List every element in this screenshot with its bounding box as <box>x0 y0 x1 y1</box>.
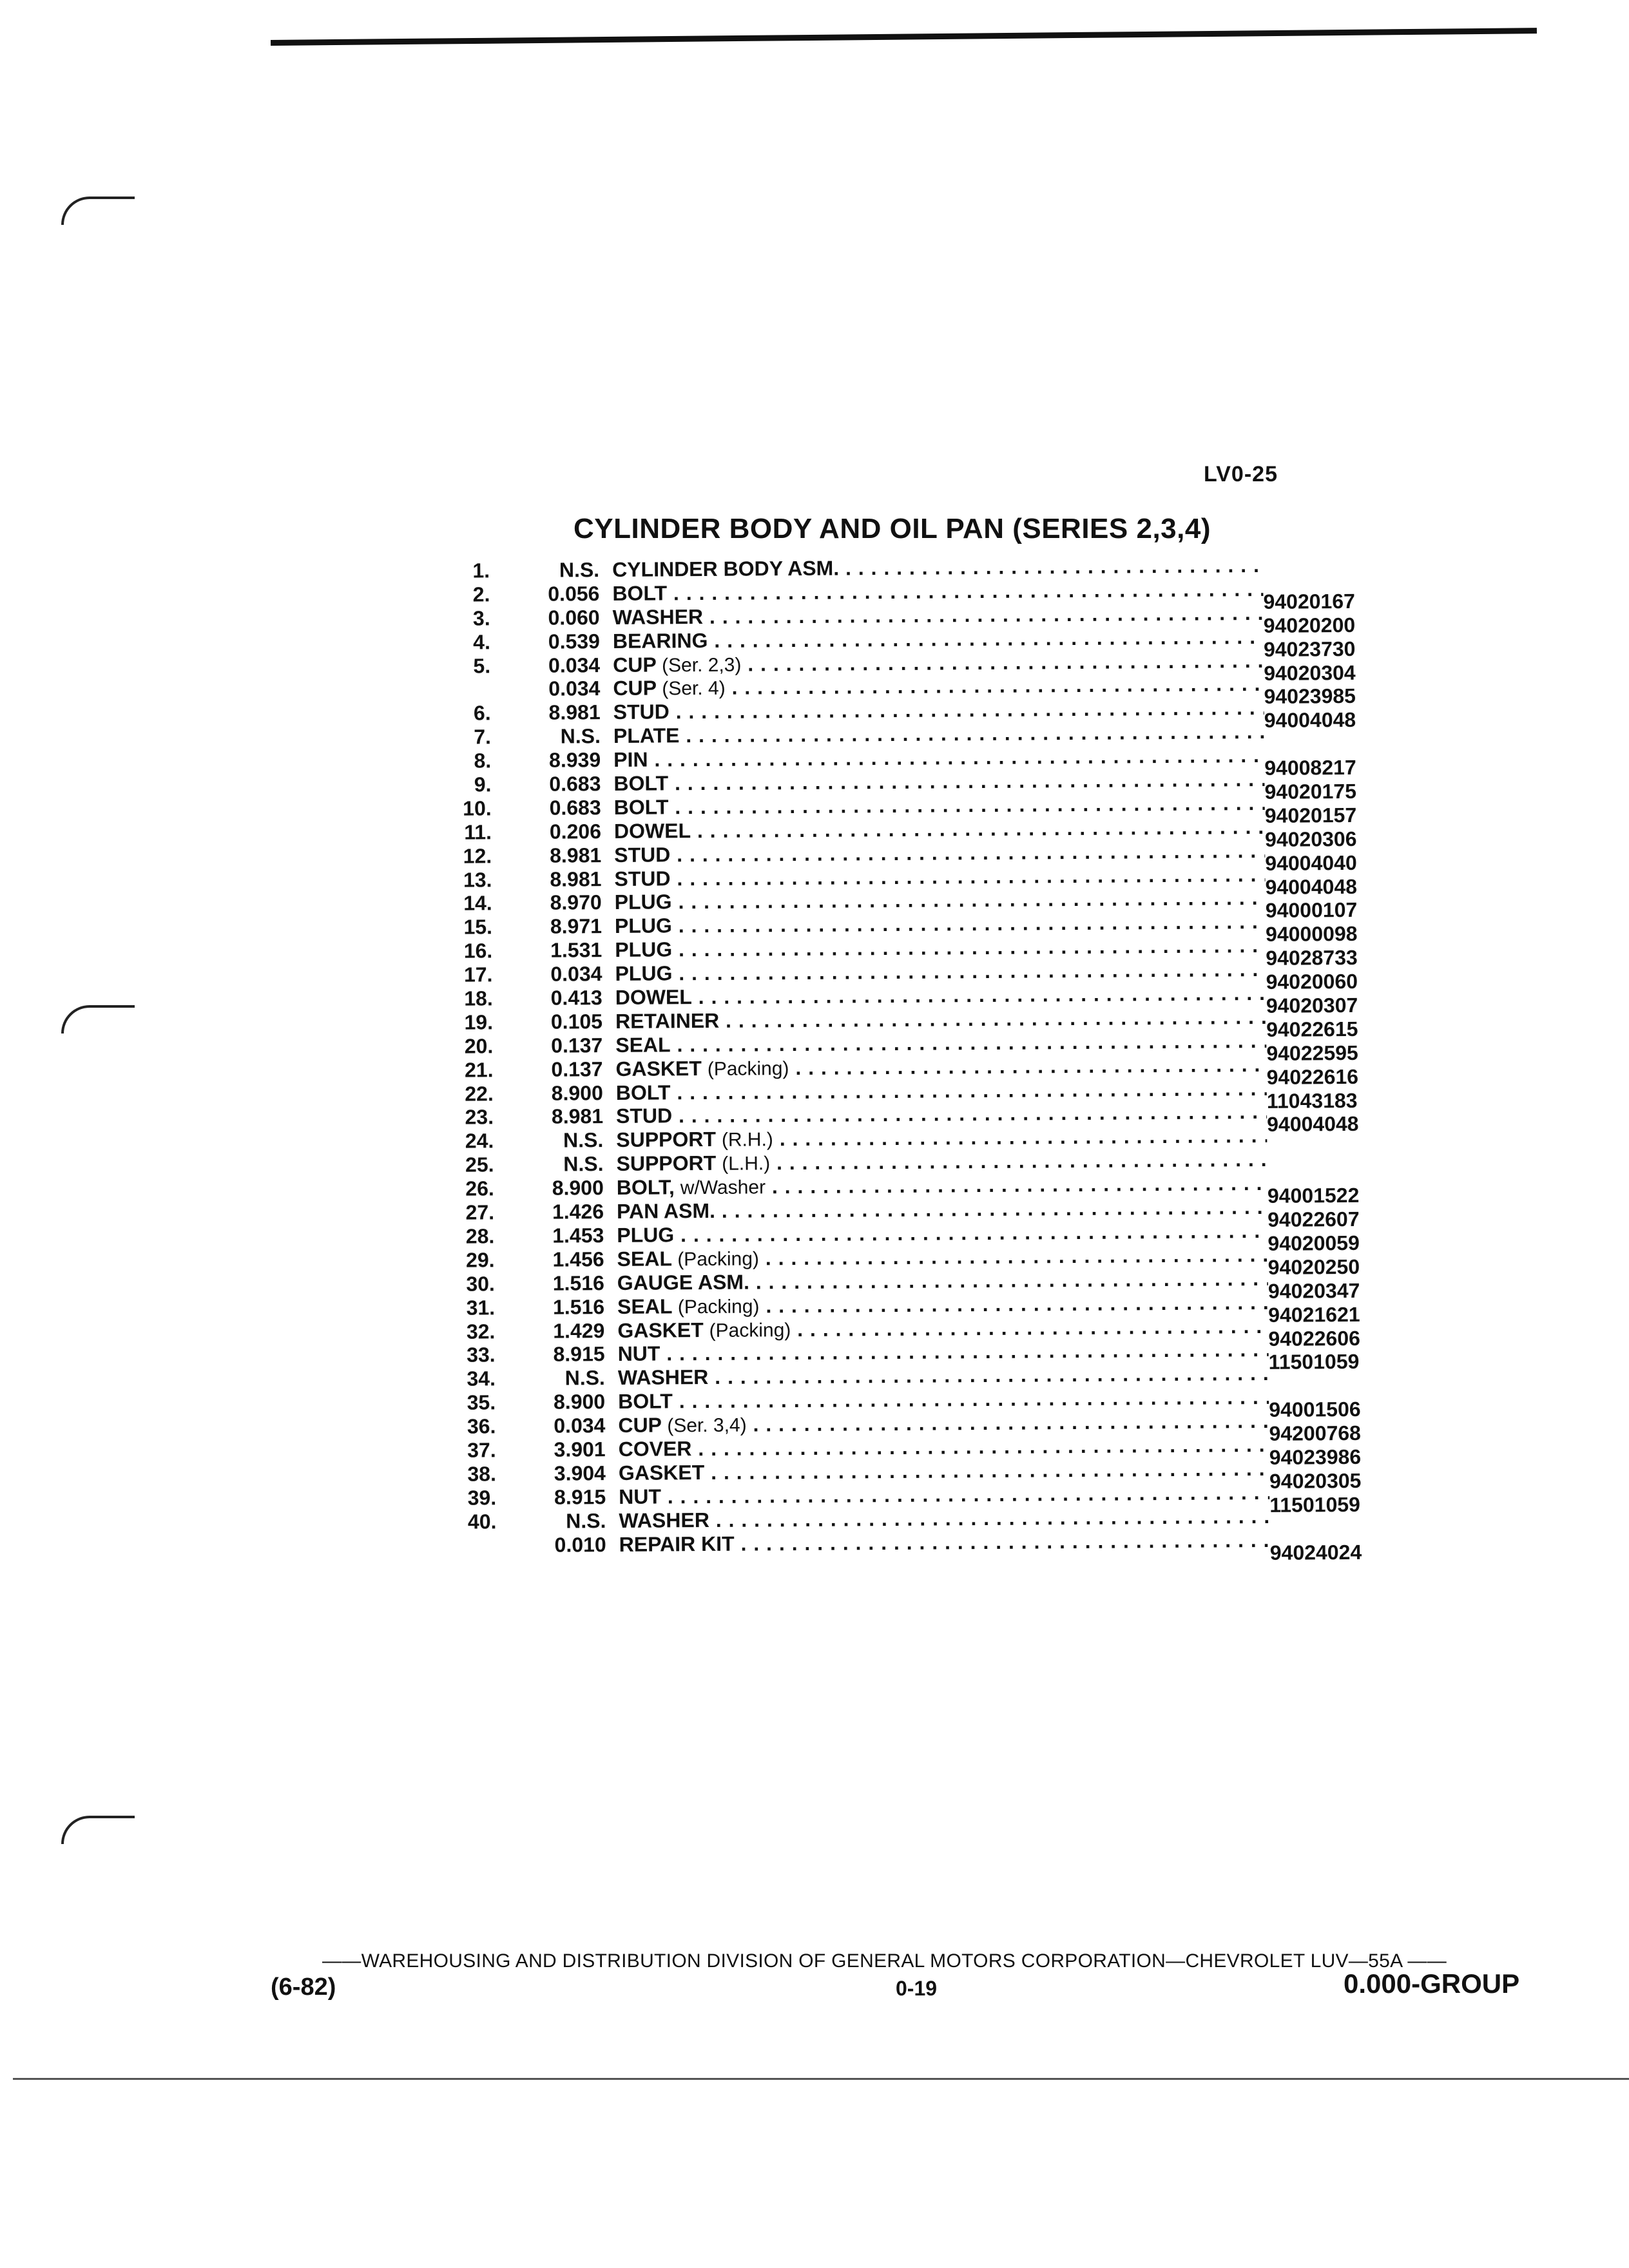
item-number: 28. <box>465 1224 495 1248</box>
part-number: 94021621 <box>1268 1302 1360 1327</box>
part-description <box>619 1528 1270 1556</box>
part-name: STUD <box>614 843 671 867</box>
group-code: 0.105 <box>550 1010 603 1033</box>
group-code: 0.034 <box>548 677 601 701</box>
group-code: 8.900 <box>553 1390 606 1414</box>
item-number: 3. <box>472 606 490 630</box>
part-number: 11501059 <box>1268 1350 1360 1374</box>
group-code: 3.904 <box>554 1461 606 1485</box>
part-number: 94008217 <box>1264 756 1356 780</box>
footer-group: 0.000-GROUP <box>1344 1968 1520 1999</box>
part-number: 94004048 <box>1264 708 1356 733</box>
part-name: GASKET <box>617 1318 704 1342</box>
part-name: DOWEL <box>613 818 691 843</box>
group-code: 8.971 <box>550 914 602 939</box>
item-number: 21. <box>464 1057 494 1082</box>
part-name: GAUGE ASM. <box>617 1270 750 1294</box>
group-code: 8.915 <box>554 1485 606 1509</box>
group-code: 3.901 <box>554 1437 606 1461</box>
item-number: 17. <box>463 963 493 986</box>
part-note: (Ser. 4) <box>662 678 726 700</box>
part-name: BOLT <box>618 1389 673 1414</box>
part-note: (R.H.) <box>721 1129 773 1151</box>
item-number: 7. <box>474 725 492 749</box>
item-number: 25. <box>465 1153 494 1177</box>
group-code: 0.034 <box>554 1414 606 1437</box>
item-number: 37. <box>467 1438 496 1462</box>
group-code: N.S. <box>559 558 600 582</box>
page-title: CYLINDER BODY AND OIL PAN (SERIES 2,3,4) <box>574 513 1211 544</box>
part-name: BOLT, <box>616 1175 675 1200</box>
part-number: 94020175 <box>1264 779 1357 803</box>
part-name: SUPPORT <box>616 1151 717 1176</box>
item-number: 8. <box>474 749 492 773</box>
group-code: 8.981 <box>551 1104 604 1129</box>
part-number <box>1263 565 1398 566</box>
item-number: 19. <box>464 1010 494 1034</box>
part-name: BOLT <box>613 795 669 819</box>
part-name: COVER <box>618 1437 692 1461</box>
part-name: WASHER <box>617 1365 709 1390</box>
item-number: 40. <box>467 1509 497 1533</box>
part-note: (Packing) <box>677 1248 760 1271</box>
item-number: 14. <box>463 891 492 916</box>
part-number <box>1267 1136 1402 1137</box>
part-number: 94022606 <box>1268 1326 1360 1350</box>
part-name: SEAL <box>617 1247 672 1271</box>
part-number: 94000107 <box>1265 898 1358 923</box>
part-number: 94028733 <box>1266 946 1358 970</box>
part-number <box>1264 732 1400 733</box>
group-code: 1.531 <box>550 938 602 962</box>
part-name: PLUG <box>614 890 672 914</box>
part-number: 94200768 <box>1269 1421 1362 1445</box>
group-code: 1.453 <box>552 1224 604 1247</box>
footer-publisher-line: ——WAREHOUSING AND DISTRIBUTION DIVISION OF GENERAL MOTORS CORPORATION—CHEVROLET LUV—55A —— <box>322 1950 1447 1972</box>
footer-date: (6-82) <box>271 1974 336 2001</box>
item-number: 2. <box>472 582 490 606</box>
group-code: 0.683 <box>549 796 601 820</box>
item-number: 22. <box>465 1081 494 1106</box>
part-name: STUD <box>614 866 671 890</box>
group-code: 0.206 <box>549 819 602 843</box>
part-name: BOLT <box>612 581 668 605</box>
item-number: 33. <box>467 1343 496 1367</box>
part-number: 94020060 <box>1266 970 1358 994</box>
part-name: PLUG <box>615 961 673 986</box>
group-code: 1.426 <box>552 1200 604 1224</box>
item-number: 23. <box>465 1105 494 1129</box>
part-name: REPAIR KIT <box>619 1532 735 1556</box>
part-number: 94022607 <box>1268 1207 1360 1231</box>
part-number: 94022616 <box>1266 1064 1359 1089</box>
item-number: 10. <box>463 796 492 820</box>
part-number: 94001506 <box>1269 1398 1361 1422</box>
part-number: 94004048 <box>1267 1112 1359 1137</box>
part-name: PIN <box>613 747 648 772</box>
group-code: 0.539 <box>548 629 601 653</box>
group-code: 8.900 <box>551 1081 603 1105</box>
part-name: NUT <box>617 1341 660 1366</box>
part-number: 94023730 <box>1263 637 1356 661</box>
group-code: 0.010 <box>554 1532 606 1557</box>
item-number: 1. <box>472 559 490 582</box>
part-number: 94020304 <box>1264 660 1356 685</box>
part-note: (L.H.) <box>722 1153 771 1175</box>
part-name: RETAINER <box>615 1008 720 1033</box>
footer-page-number: 0-19 <box>896 1977 938 2000</box>
part-number: 94020307 <box>1266 993 1358 1017</box>
part-number: 94023986 <box>1269 1445 1362 1469</box>
part-name: PLUG <box>615 937 673 962</box>
part-name: SEAL <box>617 1294 672 1318</box>
item-number: 16. <box>463 939 493 963</box>
part-name: STUD <box>615 1104 673 1128</box>
top-rule <box>271 28 1537 46</box>
item-number <box>432 1533 497 1534</box>
group-code: N.S. <box>563 1152 604 1176</box>
part-number: 94020250 <box>1268 1254 1360 1279</box>
part-note: w/Washer <box>680 1177 766 1199</box>
item-number: 39. <box>467 1486 497 1510</box>
group-code: 0.137 <box>551 1057 603 1081</box>
part-number: 94022595 <box>1266 1041 1358 1065</box>
group-code: 0.056 <box>548 582 600 606</box>
group-code: 0.060 <box>548 605 600 629</box>
group-code: N.S. <box>563 1128 604 1152</box>
part-note: (Ser. 2,3) <box>661 654 742 677</box>
part-name: WASHER <box>612 604 704 629</box>
part-number <box>1269 1516 1405 1517</box>
part-name: PLUG <box>614 914 672 938</box>
group-code: 0.137 <box>551 1033 603 1057</box>
part-number: 94020157 <box>1264 803 1357 827</box>
binder-hole-mark <box>61 197 135 225</box>
item-number: 4. <box>473 629 491 654</box>
part-name: CYLINDER BODY ASM. <box>612 556 840 581</box>
part-note: (Packing) <box>707 1057 789 1080</box>
part-name: GASKET <box>615 1056 702 1081</box>
item-number: 38. <box>467 1462 497 1486</box>
item-number: 15. <box>463 915 493 939</box>
group-code: 8.939 <box>548 748 601 772</box>
item-number: 27. <box>465 1200 495 1224</box>
group-code: 1.516 <box>552 1271 604 1295</box>
group-code: 8.981 <box>550 843 602 867</box>
part-name: PAN ASM. <box>616 1198 716 1223</box>
item-number: 29. <box>465 1248 495 1272</box>
group-code: 8.900 <box>552 1176 604 1200</box>
part-number: 11043183 <box>1266 1088 1358 1113</box>
part-name: BEARING <box>612 628 708 653</box>
part-name: CUP <box>618 1413 662 1437</box>
part-number: 94001522 <box>1267 1184 1360 1208</box>
group-code: 8.915 <box>553 1342 605 1367</box>
group-code: 1.516 <box>552 1294 605 1319</box>
part-name: WASHER <box>619 1508 709 1532</box>
group-code: N.S. <box>560 724 601 748</box>
item-number: 32. <box>466 1319 496 1343</box>
part-number: 94004040 <box>1265 850 1357 875</box>
part-name: SUPPORT <box>616 1128 717 1152</box>
item-number: 6. <box>473 701 491 725</box>
part-number: 94004048 <box>1265 874 1358 899</box>
bottom-rule <box>13 2078 1629 2080</box>
item-number: 11. <box>464 820 492 844</box>
part-number: 11501059 <box>1269 1492 1361 1517</box>
part-name: BOLT <box>615 1080 671 1104</box>
part-name: BOLT <box>613 771 669 795</box>
item-number: 9. <box>474 773 492 796</box>
part-name: CUP <box>613 676 657 700</box>
part-number: 94000098 <box>1265 922 1358 947</box>
item-number: 5. <box>473 653 491 678</box>
part-name: CUP <box>613 653 657 677</box>
part-name: PLATE <box>613 724 680 748</box>
item-number: 35. <box>467 1390 496 1414</box>
item-number: 36. <box>467 1414 496 1438</box>
group-code: 1.456 <box>552 1247 604 1271</box>
part-number: 94020306 <box>1264 827 1357 851</box>
item-number: 18. <box>464 986 493 1010</box>
part-name: DOWEL <box>615 985 692 1009</box>
group-code: 0.034 <box>548 653 601 677</box>
part-name: SEAL <box>615 1033 671 1057</box>
part-number: 94024024 <box>1269 1540 1362 1564</box>
group-code: 8.981 <box>548 700 601 725</box>
item-number: 12. <box>463 843 492 868</box>
part-number: 94022615 <box>1266 1017 1358 1041</box>
group-code: 8.981 <box>550 867 602 891</box>
part-note: (Packing) <box>709 1319 791 1341</box>
part-name: STUD <box>613 700 670 724</box>
item-number: 20. <box>464 1034 494 1058</box>
item-number: 31. <box>466 1295 496 1320</box>
group-code: 0.413 <box>550 986 602 1010</box>
group-code: 8.970 <box>550 890 602 915</box>
part-number: 94020059 <box>1268 1231 1360 1255</box>
binder-hole-mark <box>61 1816 135 1844</box>
binder-hole-mark <box>61 1005 135 1033</box>
group-code: 1.429 <box>553 1318 605 1343</box>
part-name: NUT <box>619 1485 662 1508</box>
part-name: PLUG <box>617 1223 675 1247</box>
group-code: N.S. <box>566 1508 606 1533</box>
item-number: 24. <box>465 1129 494 1153</box>
item-number: 26. <box>465 1177 494 1200</box>
part-number: 94020347 <box>1268 1278 1360 1303</box>
item-number: 13. <box>463 867 492 892</box>
item-number: 34. <box>467 1367 496 1390</box>
part-note: (Packing) <box>677 1296 760 1318</box>
part-number: 94020200 <box>1263 613 1356 637</box>
part-number: 94023985 <box>1264 684 1356 709</box>
parts-list <box>425 552 1425 1564</box>
group-code: 0.683 <box>549 772 601 796</box>
group-code: N.S. <box>564 1366 606 1390</box>
page-code: LV0-25 <box>1204 462 1278 486</box>
group-code: 0.034 <box>550 962 602 986</box>
item-number: 30. <box>466 1271 495 1296</box>
part-note: (Ser. 3,4) <box>667 1414 747 1437</box>
part-number: 94020167 <box>1263 589 1355 613</box>
part-number: 94020305 <box>1269 1468 1362 1493</box>
part-name: GASKET <box>618 1460 705 1485</box>
